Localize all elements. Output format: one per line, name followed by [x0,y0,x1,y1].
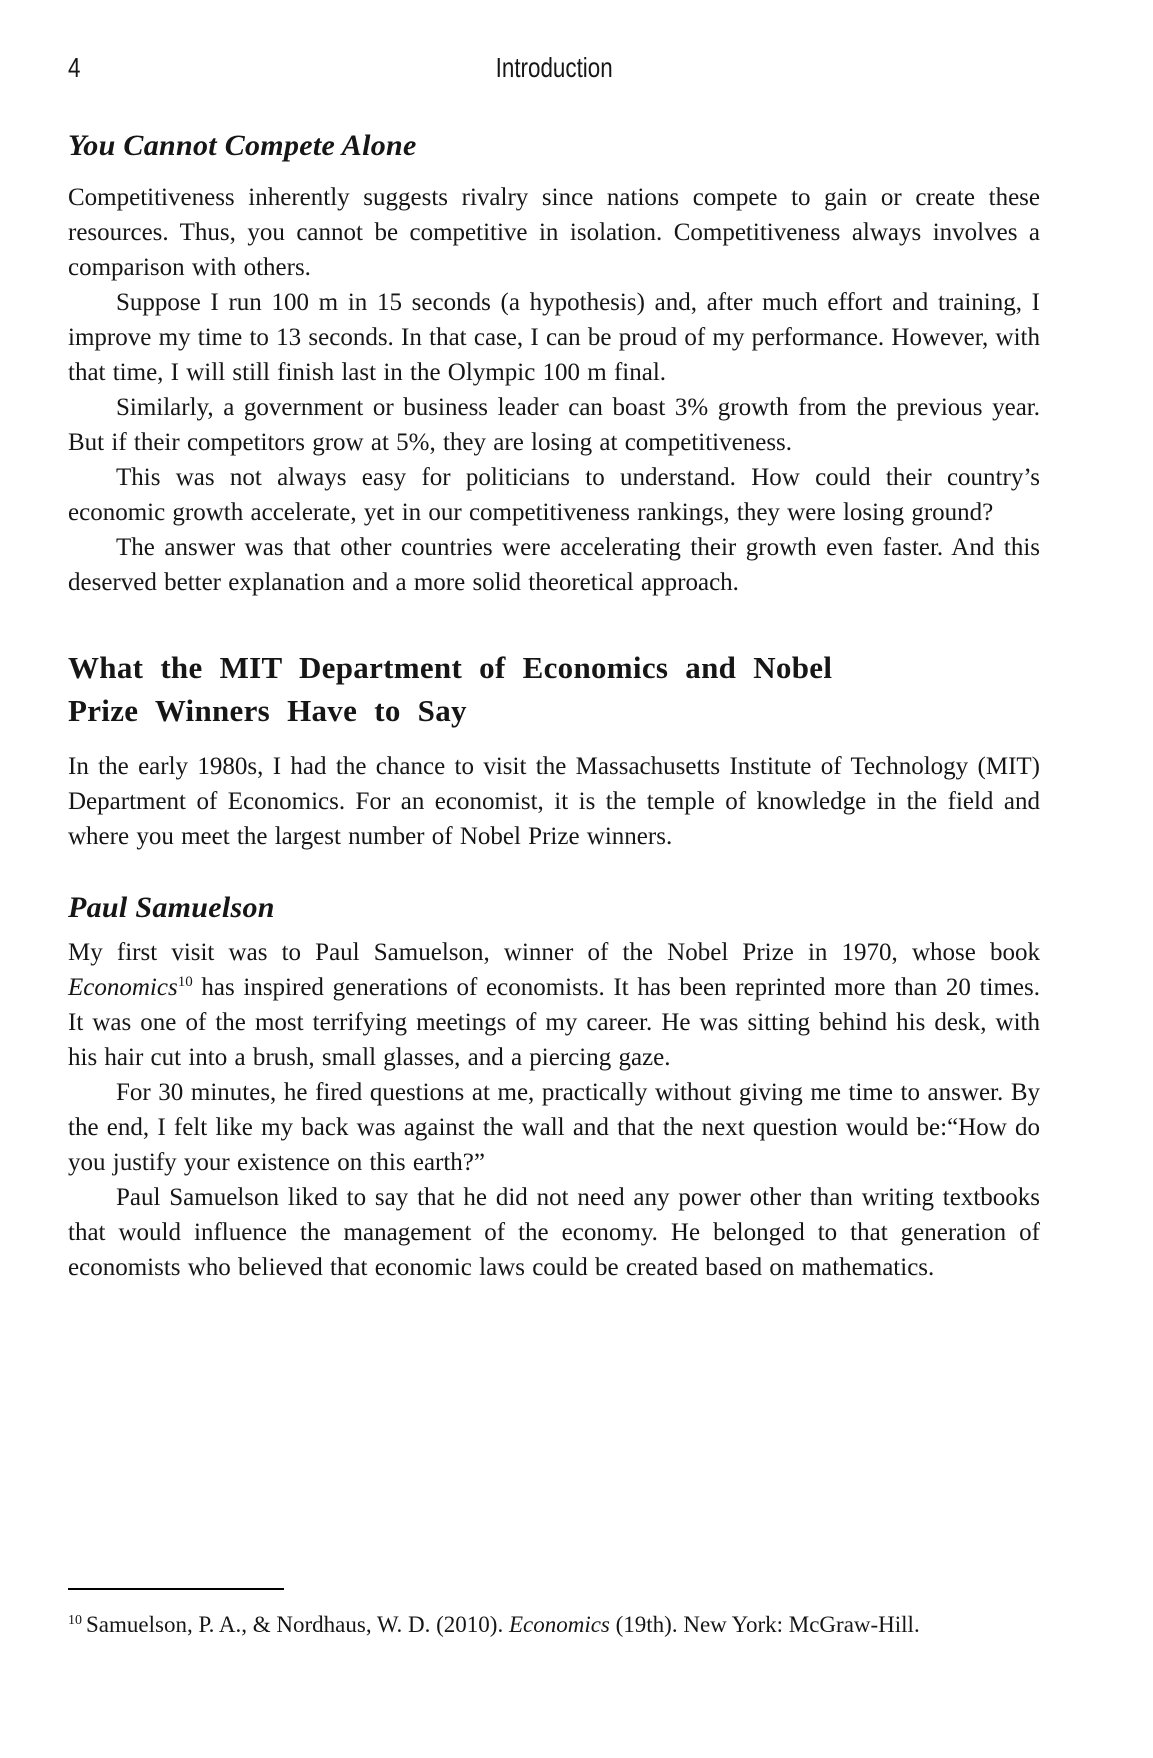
page-number: 4 [68,52,81,83]
section-heading: You Cannot Compete Alone [68,129,417,162]
section-heading: Paul Samuelson [68,891,275,924]
paragraph: Paul Samuelson liked to say that he did not need any power other than writing textbooks that would influence the management of the economy. He belonged to that generation of economists who believed that economic laws could be created based on mathematics. [68,1184,1040,1281]
section-mit-department [68,646,1040,854]
paragraph: Suppose I run 100 m in 15 seconds (a hypothesis) and, after much effort and training, I improve my time to 13 seconds. In that case, I can be proud of my performance. However, with that time, I will still finish last in the Olympic 100 m final. [68,289,1040,386]
paragraph: Similarly, a government or business leader can boast 3% growth from the previous year. But if their competitors grow at 5%, they are losing at competitiveness. [68,394,1040,456]
paragraph-text: has inspired generations of economists. It has been reprinted more than 20 times. It was one of the most terrifying meetings of my career. He was sitting behind his desk, with his hair cut into a brush, small glasses, and a piercing gaze. [68,974,1040,1071]
footnote-text: Samuelson, P. A., & Nordhaus, W. D. (2010). [86,1612,509,1637]
paragraph [68,935,1040,1075]
book-title: Economics [508,1612,610,1637]
paragraph: Competitiveness inherently suggests rivalry since nations compete to gain or create these resources. Thus, you cannot be competitive in isolation. Competitiveness always involves a comparison with others. [68,184,1040,281]
footnote-area [68,1588,1040,1640]
section-heading [68,646,1040,732]
paragraph: The answer was that other countries were accelerating their growth even faster. And this deserved better explanation and a more solid theoretical approach. [68,534,1040,596]
section-you-cannot-compete-alone [68,128,1040,600]
heading-line: What the MIT Department of Economics and Nobel [68,650,833,685]
paragraph-text: My first visit was to Paul Samuelson, winner of the Nobel Prize in 1970, whose book [68,939,1040,966]
running-header [68,52,1040,84]
heading-line: Prize Winners Have to Say [68,693,467,728]
paragraph: In the early 1980s, I had the chance to visit the Massachusetts Institute of Technology (MIT) Department of Economics. For an economist, it is the temple of knowledge in the field and where you meet the largest number of Nobel Prize winners. [68,753,1040,850]
footnote-ref: 10 [177,974,193,990]
footnote-rule [68,1588,284,1590]
footnote-marker: 10 [68,1613,82,1628]
running-title: Introduction [495,52,613,83]
section-paul-samuelson [68,890,1040,1285]
paragraph: This was not always easy for politicians to understand. How could their country’s economic growth accelerate, yet in our competitiveness rankings, they were losing ground? [68,464,1040,526]
paragraph: For 30 minutes, he fired questions at me, practically without giving me time to answer. By the end, I felt like my back was against the wall and that the next question would be:“How do you justify your existence on this earth?” [68,1079,1040,1176]
footnote [68,1610,1040,1640]
book-title: Economics [68,974,178,1001]
footnote-text: (19th). New York: McGraw-Hill. [609,1612,920,1637]
